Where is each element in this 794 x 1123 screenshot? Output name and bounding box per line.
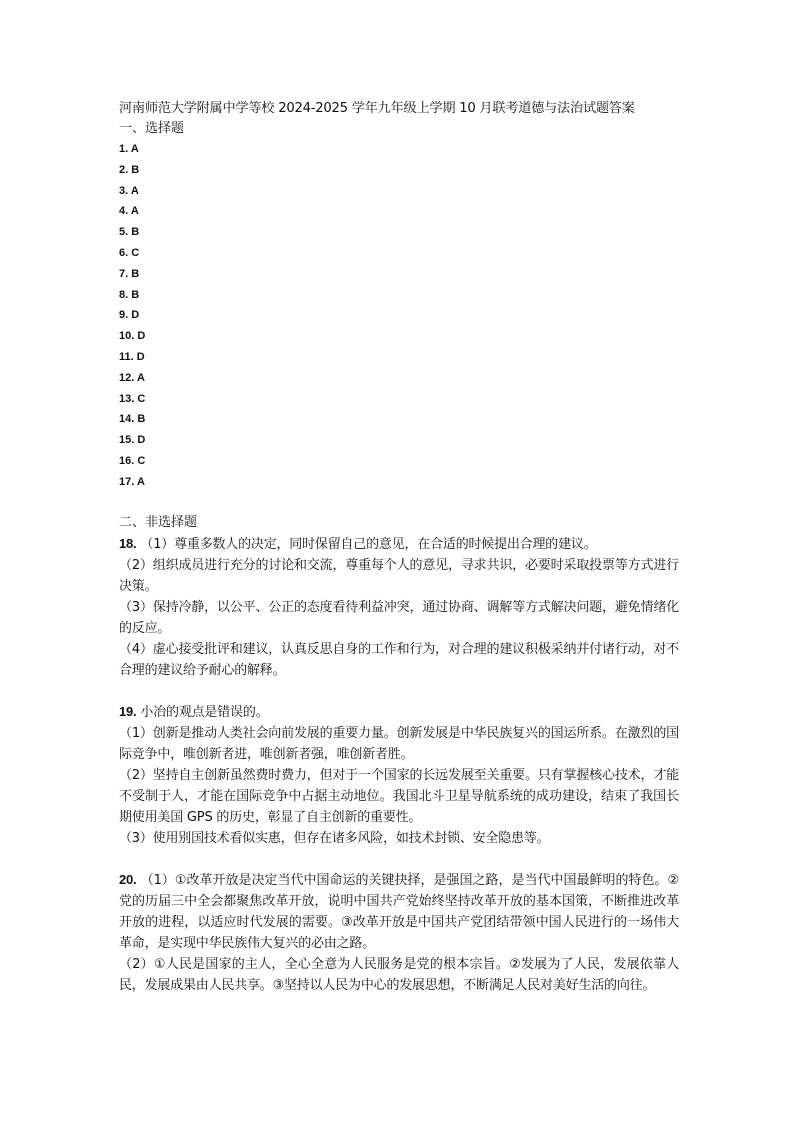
document-title: 河南师范大学附属中学等校 2024-2025 学年九年级上学期 10 月联考道德与法治试题答案 — [119, 101, 635, 116]
answer-item: 2. B — [119, 163, 140, 176]
question-number: 18. — [119, 535, 137, 551]
document-page — [119, 99, 679, 996]
answer-item: 5. B — [119, 226, 140, 239]
answer-item: 11. D — [119, 350, 145, 363]
answer-item: 13. C — [119, 392, 146, 405]
spacer — [119, 493, 679, 513]
q18-part-1 — [119, 533, 679, 555]
answer-item: 4. A — [119, 205, 139, 218]
spacer — [119, 849, 679, 869]
section-1-heading: 一、选择题 — [119, 121, 185, 136]
answer-item: 14. B — [119, 413, 146, 426]
answer-item: 3. A — [119, 184, 139, 197]
question-18-block — [119, 533, 679, 681]
q18-part-1-text: （1）尊重多数人的决定，同时保留自己的意见，在合适的时候提出合理的建议。 — [140, 536, 597, 552]
answer-item: 12. A — [119, 371, 145, 384]
answer-item: 17. A — [119, 475, 145, 488]
answer-item: 9. D — [119, 309, 140, 322]
q18-part-4: （4）虚心接受批评和建议，认真反思自身的工作和行为，对合理的建议积极采纳并付诸行动，对不合理的建议给予耐心的解释。 — [119, 641, 679, 678]
answer-item: 8. B — [119, 288, 140, 301]
answer-item: 16. C — [119, 454, 146, 467]
answer-item: 1. A — [119, 143, 139, 155]
q19-part-3: （3）使用别国技术看似实惠，但存在诸多风险，如技术封锁、安全隐患等。 — [119, 830, 550, 846]
question-number: 19. — [119, 703, 137, 719]
q19-intro — [119, 701, 679, 723]
answer-item: 7. B — [119, 267, 140, 280]
choice-answer-list — [119, 139, 679, 493]
question-number: 20. — [119, 871, 137, 887]
q19-part-1: （1）创新是推动人类社会向前发展的重要力量。创新发展是中华民族复兴的国运所系。在激烈的国际竞争中，唯创新者进，唯创新者强，唯创新者胜。 — [119, 725, 679, 762]
q19-intro-text: 小冶的观点是错误的。 — [140, 704, 269, 720]
q20-part-2: （2）①人民是国家的主人，全心全意为人民服务是党的根本宗旨。②发展为了人民，发展依靠人民，发展成果由人民共享。③坚持以人民为中心的发展思想，不断满足人民对美好生活的向往。 — [119, 956, 679, 993]
question-19-block — [119, 701, 679, 849]
answer-item: 10. D — [119, 330, 146, 343]
spacer — [119, 681, 679, 701]
answer-item: 15. D — [119, 434, 146, 447]
answer-item: 6. C — [119, 246, 140, 259]
q20-part-1-text: （1）①改革开放是决定当代中国命运的关键抉择，是强国之路，是当代中国最鲜明的特色。②党的历届三中全会都聚焦改革开放，说明中国共产党始终坚持改革开放的基本国策，不断推进改革开放的进程，以适应时代发展的需要。③改革开放是中国共产党团结带领中国人民进行的一场伟大革命，是实现中华民族伟大复兴的必由之路。 — [119, 872, 679, 951]
section-2-heading: 二、非选择题 — [119, 514, 198, 530]
q18-part-2: （2）组织成员进行充分的讨论和交流，尊重每个人的意见，寻求共识，必要时采取投票等方式进行决策。 — [119, 557, 679, 594]
q18-part-3: （3）保持冷静，以公平、公正的态度看待利益冲突，通过协商、调解等方式解决问题，避免情绪化的反应。 — [119, 599, 679, 636]
question-20-block — [119, 869, 679, 996]
q20-part-1 — [119, 869, 679, 954]
q19-part-2: （2）坚持自主创新虽然费时费力，但对于一个国家的长远发展至关重要。只有掌握核心技术，才能不受制于人，才能在国际竞争中占据主动地位。我国北斗卫星导航系统的成功建设，结束了我国长期使用美国 GPS 的历史，彰显了自主创新的重要性。 — [119, 767, 679, 825]
